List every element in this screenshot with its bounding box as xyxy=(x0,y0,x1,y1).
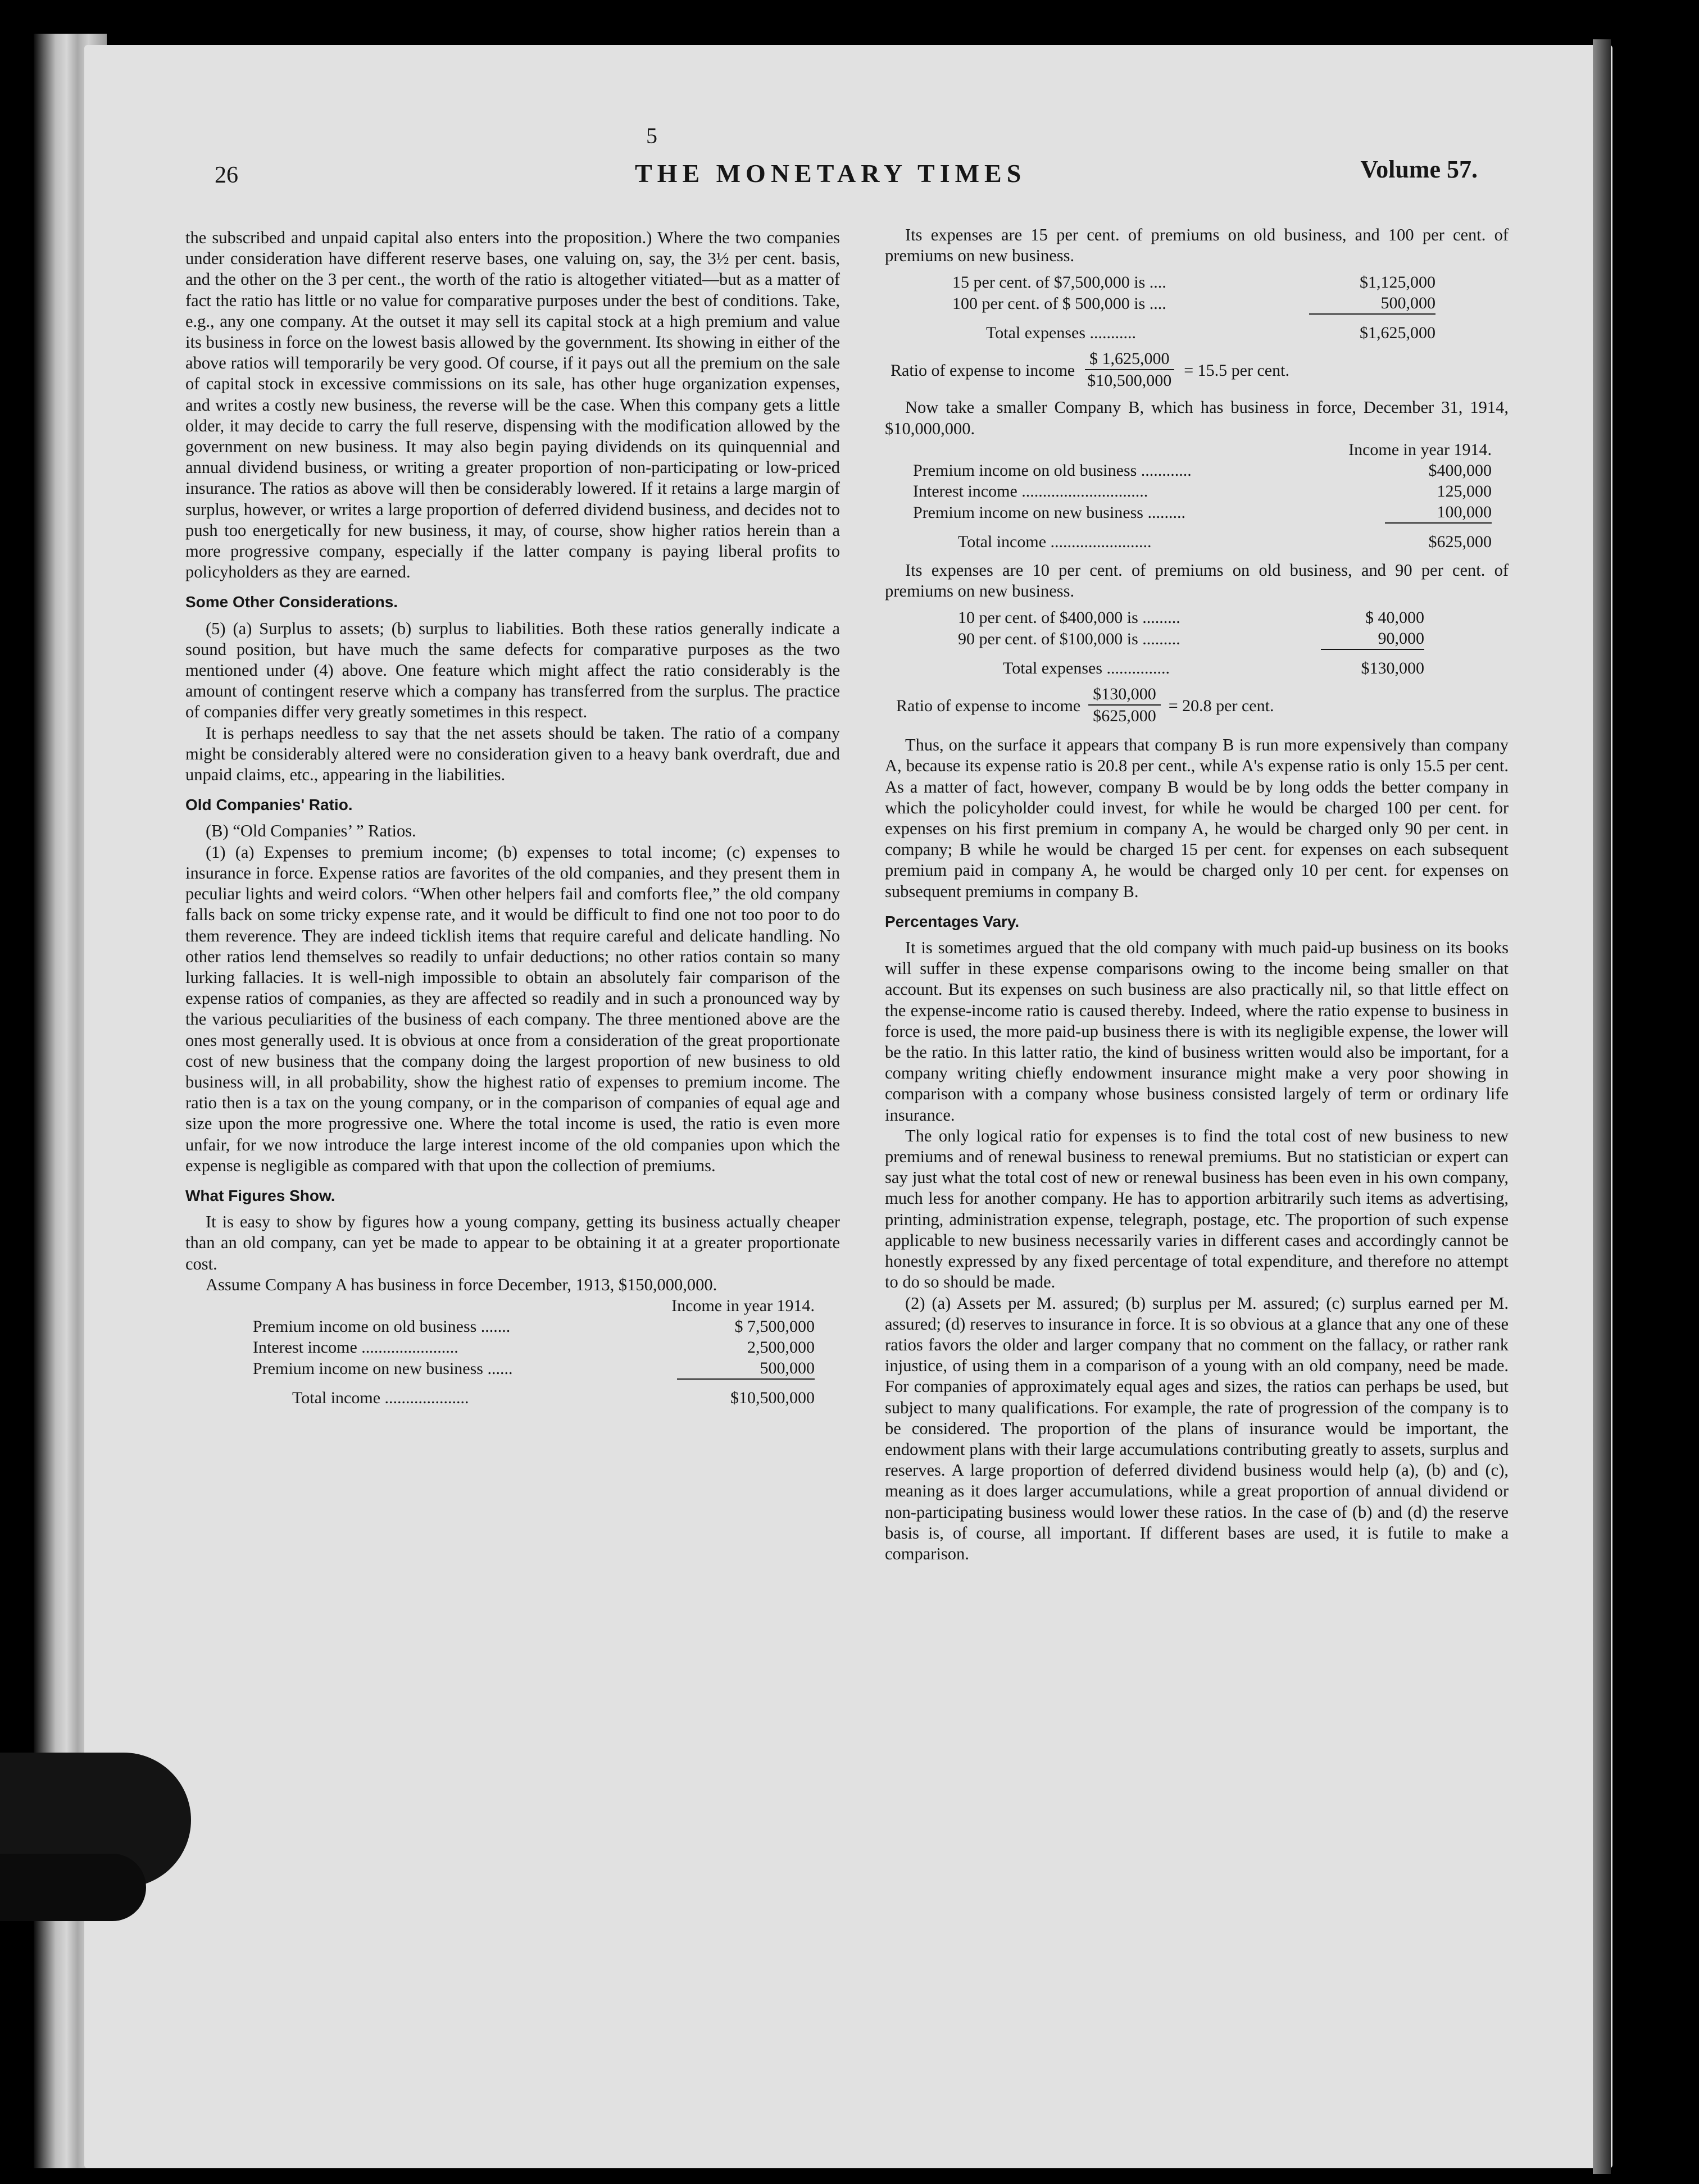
denominator: $625,000 xyxy=(1093,707,1156,726)
table-row xyxy=(913,502,1492,523)
ratio-formula-a xyxy=(891,349,1509,392)
row-label: 10 per cent. of $400,000 is ......... xyxy=(958,608,1180,627)
journal-title: THE MONETARY TIMES xyxy=(635,159,1026,188)
row-amount: $1,125,000 xyxy=(1360,273,1435,292)
row-amount: 2,500,000 xyxy=(747,1337,815,1357)
numerator: $ 1,625,000 xyxy=(1085,349,1174,370)
left-column xyxy=(185,228,840,1408)
paragraph: Its expenses are 10 per cent. of premiums on old business, and 90 per cent. of premiums on new business. xyxy=(885,560,1509,601)
total-amount: $1,625,000 xyxy=(1360,324,1435,343)
ratio-result: = 15.5 per cent. xyxy=(1184,361,1289,380)
table-row xyxy=(253,1316,815,1337)
table-row xyxy=(253,1358,815,1379)
fraction xyxy=(1088,684,1161,727)
total-label: Total income ........................ xyxy=(958,532,1152,551)
volume-label: Volume 57. xyxy=(1360,156,1478,183)
page-number: 26 xyxy=(215,162,238,188)
paragraph: the subscribed and unpaid capital also enters into the proposition.) Where the two companies under consideration have different reserve bases, one valuing on, say, the 3½ per cent. basis, and the other on the 3 per cent., the worth of the ratio is altogether vitiated—but as a matter of fact the ratio has little or no value for comparative purposes under the best of conditions. Take, e.g., any one company. At the outset it may sell its capital stock at a high premium and value its business in force on the lowest basis allowed by the government. Its showing in either of the above ratios will temporarily be very good. Of course, if it pays out all the premium on the sale of capital stock in excessive commissions on its sale, has other huge organization expenses, and writes a costly new business, the reverse will be the case. When this company gets a little older, it may decide to carry the full reserve, dispensing with the modification allowed by the government on new business. It may also begin paying dividends on its quinquennial and annual dividend business, or writing a greater proportion of non-participating or low-priced insurance. The ratios as above will then be considerably lowered. If it retains a large margin of surplus, however, or writes a large proportion of deferred dividend business, and decides not to push too energetically for new business, it may, of course, show higher ratios herein than a more progressive company, especially if the latter company is paying liberal profits to policyholders as they are earned. xyxy=(185,228,840,582)
row-amount: 125,000 xyxy=(1437,481,1492,501)
section-heading: Old Companies' Ratio. xyxy=(185,796,353,814)
expense-table-b xyxy=(958,607,1424,679)
paragraph: Its expenses are 15 per cent. of premiums on old business, and 100 per cent. of premiums on new business. xyxy=(885,225,1509,266)
table-row xyxy=(958,628,1424,649)
paragraph: (1) (a) Expenses to premium income; (b) expenses to total income; (c) expenses to insurance in force. Expense ratios are favorites of the old companies, and they present them in peculiar lights and weird colors. “When other helpers fail and comforts flee,” the old company falls back on some tricky expense rate, and it would be difficult to find one not too poor to do them reverence. They are indeed ticklish items that require careful and delicate handling. No other ratios lend themselves so readily to unfair deductions; no other ratios contain so many lurking fallacies. It is well-nigh impossible to obtain an absolutely fair comparison of the expense ratios of companies, as they are affected so readily and in such a pronounced way by the various peculiarities of the business of each company. The three mentioned above are the ones most generally used. It is obvious at once from a consideration of the great proportionate cost of new business that the company doing the largest proportion of new business to old business will, in all probability, show the highest ratio of expenses to premium income. The ratio then is a tax on the young company, or in the comparison of companies of equal age and size upon the more progressive one. Where the total income is used, the ratio is even more unfair, for we now introduce the large interest income of the old companies upon which the expense is negligible as compared with that upon the collection of premiums. xyxy=(185,842,840,1175)
running-header xyxy=(185,151,1478,190)
fraction xyxy=(1083,349,1176,392)
table-row xyxy=(952,272,1435,293)
ratio-label: Ratio of expense to income xyxy=(891,361,1075,380)
page-edge xyxy=(1593,39,1611,2174)
paragraph: (2) (a) Assets per M. assured; (b) surplus per M. assured; (c) surplus earned per M. assured; (d) reserves to insurance in force. It is so obvious at a glance that any one of these ratios favors the older and larger company that no comment on the fallacy, or rather rank injustice, of using them in a comparison of a young with an old company, need be made. For companies of approximately equal ages and sizes, the ratios can perhaps be used, but subject to many qualifications. For example, the rate of progression of the company is to be considered. The proportion of the plans of insurance would be important, the endowment plans with their large accumulations contributing greatly to assets, surplus and reserves. A large proportion of deferred dividend business would help (a), (b) and (c), meaning as it does larger accumulations, while a great proportion of annual dividend or non-participating business would lower these ratios. In the case of (b) and (d) the reserve basis is, of course, all important. If different bases are used, it is futile to make a comparison. xyxy=(885,1293,1509,1563)
total-label: Total income .................... xyxy=(292,1388,469,1407)
row-label: Premium income on new business ...... xyxy=(253,1359,513,1378)
row-amount: $ 40,000 xyxy=(1365,608,1424,627)
table-caption: Income in year 1914. xyxy=(1348,440,1492,459)
total-amount: $10,500,000 xyxy=(730,1388,815,1407)
table-total-row xyxy=(952,322,1435,343)
paragraph: Assume Company A has business in force December, 1913, $150,000,000. xyxy=(206,1275,717,1294)
table-total-row xyxy=(958,658,1424,679)
paragraph: It is sometimes argued that the old company with much paid-up business on its books will suffer in these expense comparisons owing to the income being smaller on that account. But its expenses on such business are also practically nil, so that little effect on the expense-income ratio is caused thereby. Indeed, where the ratio expense to business in force is used, the more paid-up business there is with its negligible expense, the lower will be the ratio. In this latter ratio, the kind of business written would also be important, for a company writing chiefly endowment insurance might make a very poor showing in comparison with a company whose business consisted largely of term or ordinary life insurance. xyxy=(885,938,1509,1125)
ratio-label: Ratio of expense to income xyxy=(896,696,1081,715)
ratio-result: = 20.8 per cent. xyxy=(1168,696,1274,715)
ratio-formula-b xyxy=(896,684,1509,727)
page-clip-shadow xyxy=(0,1854,146,1921)
denominator: $10,500,000 xyxy=(1087,371,1172,390)
right-column xyxy=(885,225,1509,1564)
income-table-b xyxy=(913,439,1492,552)
total-amount: $130,000 xyxy=(1361,659,1424,678)
section-heading: Some Other Considerations. xyxy=(185,593,398,611)
paragraph: (B) “Old Companies’ ” Ratios. xyxy=(206,821,416,841)
row-amount: $400,000 xyxy=(1428,461,1492,480)
section-heading: Percentages Vary. xyxy=(885,912,1020,930)
row-amount: 500,000 xyxy=(1380,294,1435,313)
paragraph: (5) (a) Surplus to assets; (b) surplus to liabilities. Both these ratios generally indicate a sound position, but have much the same defects for comparative purposes as the two mentioned under (4) above. One feature which might affect the ratio considerably is the amount of contingent reserve which a company has transferred from the surplus. The practice of companies differ very greatly sometimes in this respect. xyxy=(185,618,840,722)
paragraph: It is perhaps needless to say that the net assets should be taken. The ratio of a company might be considerably altered were no consideration given to a heavy bank overdraft, due and unpaid claims, etc., appearing in the liabilities. xyxy=(185,723,840,785)
numerator: $130,000 xyxy=(1088,684,1161,706)
total-label: Total expenses ........... xyxy=(986,324,1137,343)
paragraph: Now take a smaller Company B, which has business in force, December 31, 1914, $10,000,000. xyxy=(885,398,1509,438)
row-label: 15 per cent. of $7,500,000 is .... xyxy=(952,273,1166,292)
table-row xyxy=(952,293,1435,314)
row-amount: 500,000 xyxy=(760,1358,815,1377)
paragraph: Thus, on the surface it appears that company B is run more expensively than company A, because its expense ratio is 20.8 per cent., while A's expense ratio is only 15.5 per cent. As a matter of fact, however, company B would be by long odds the better company in which the policyholder could invest, for while he would be charged 100 per cent. for expenses on his first premium in company A, he would be charged only 90 per cent. in company; B while he would be charged 15 per cent. for expenses on each subsequent premium paid in company A, he would be charged only 10 per cent. for expenses on subsequent premiums in company B. xyxy=(885,735,1509,901)
row-label: Premium income on old business ............ xyxy=(913,461,1192,480)
table-row xyxy=(253,1337,815,1358)
table-row xyxy=(913,481,1492,502)
table-row xyxy=(958,607,1424,628)
expense-table-a xyxy=(952,272,1435,343)
table-row xyxy=(913,460,1492,481)
row-label: Premium income on new business ......... xyxy=(913,503,1185,522)
table-total-row xyxy=(913,531,1492,552)
row-label: Interest income ....................... xyxy=(253,1337,458,1357)
row-label: 90 per cent. of $100,000 is ......... xyxy=(958,630,1180,649)
total-label: Total expenses ............... xyxy=(1003,659,1170,678)
row-label: 100 per cent. of $ 500,000 is .... xyxy=(952,294,1166,313)
pencil-mark: 5 xyxy=(646,123,657,148)
row-label: Interest income .............................. xyxy=(913,481,1148,501)
row-label: Premium income on old business ....... xyxy=(253,1317,511,1336)
income-table-a xyxy=(253,1295,815,1408)
table-caption: Income in year 1914. xyxy=(671,1296,815,1315)
row-amount: 90,000 xyxy=(1378,629,1424,648)
total-amount: $625,000 xyxy=(1428,532,1492,551)
section-heading: What Figures Show. xyxy=(185,1186,335,1204)
row-amount: $ 7,500,000 xyxy=(734,1317,815,1336)
table-total-row xyxy=(253,1387,815,1408)
paragraph: The only logical ratio for expenses is to find the total cost of new business to new premiums and of renewal business to renewal premiums. But no statistician or expert can say just what the total cost of new or renewal business has been even in his own company, much less for another company. He has to apportion arbitrarily such items as advertising, printing, administration expense, telegraph, postage, etc. The proportion of such expense applicable to new business necessarily varies in different cases and accordingly cannot be honestly expressed by any fixed percentage of total expenditure, and therefore no attempt to do so should be made. xyxy=(885,1126,1509,1292)
paragraph: It is easy to show by figures how a young company, getting its business actually cheaper than an old company, can yet be made to appear to be obtaining it at a greater proportionate cost. xyxy=(185,1212,840,1273)
row-amount: 100,000 xyxy=(1437,502,1492,521)
